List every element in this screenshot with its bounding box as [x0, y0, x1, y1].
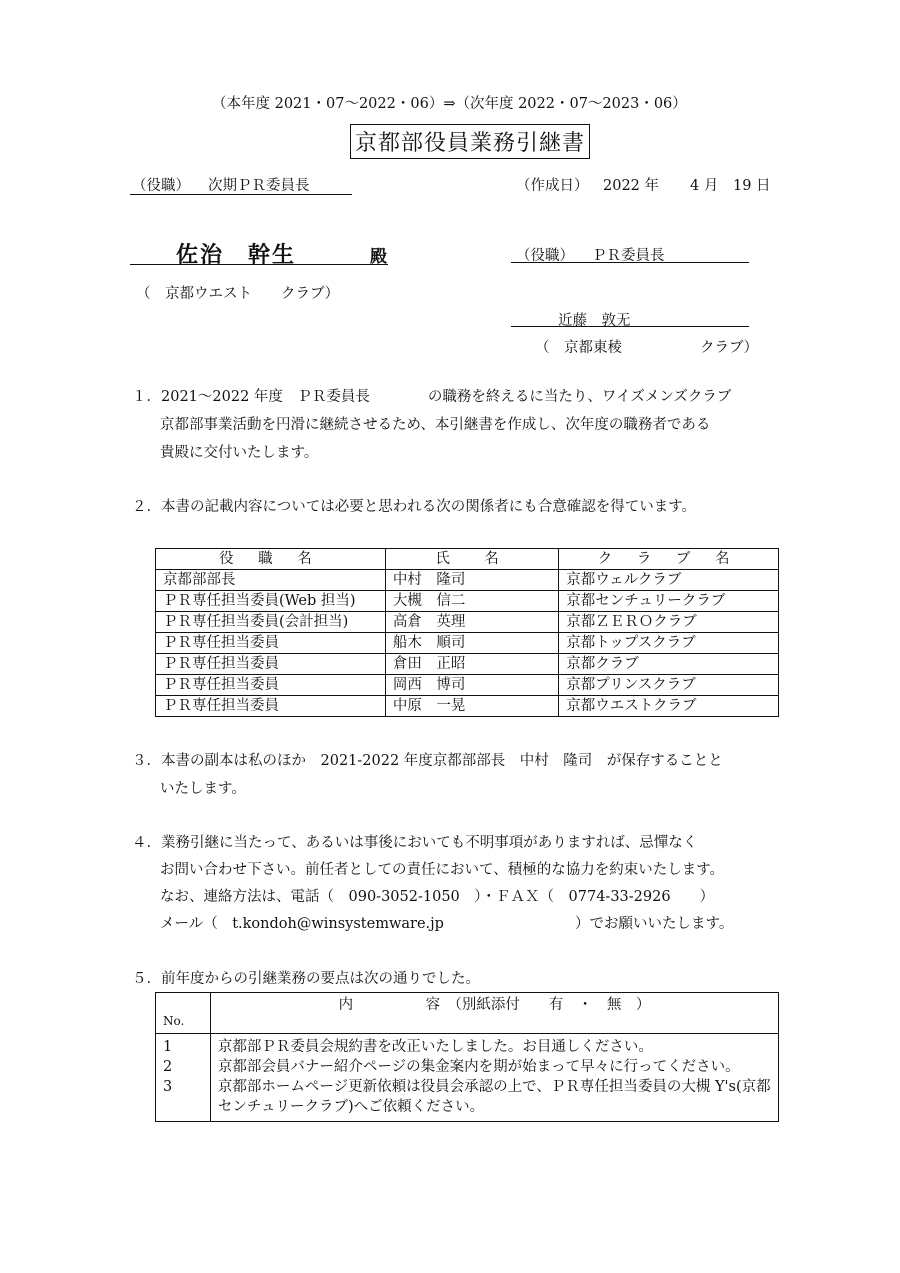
- cell-name: 高倉 英理: [385, 612, 558, 633]
- table-row: [156, 1077, 779, 1122]
- cell-role: ＰＲ専任担当委員: [156, 654, 386, 675]
- row-text: 京都部ＰＲ委員会規約書を改正いたしました。お目通しください。: [210, 1034, 778, 1058]
- document-title: 京都部役員業務引継書: [350, 124, 590, 159]
- recipient-honorific: 殿: [370, 247, 387, 267]
- sender-club-suffix: クラブ）: [700, 340, 759, 356]
- section-4-line-2: お問い合わせ下さい。前任者としての責任において、積極的な協力を約束いたします。: [160, 862, 725, 878]
- row-no: 2: [156, 1057, 211, 1077]
- contacts-header-row: [156, 549, 779, 570]
- cell-role: ＰＲ専任担当委員: [156, 633, 386, 654]
- year-range: （本年度 2021・07～2022・06）⇒（次年度 2022・07～2023・06）: [212, 96, 687, 112]
- section-5-text: ５．前年度からの引継業務の要点は次の通りでした。: [132, 971, 480, 987]
- section-4-mail-end: ）でお願いいたします。: [575, 916, 734, 932]
- created-label: （作成日）: [516, 178, 589, 194]
- section-1-line-1: １．2021～2022 年度 ＰＲ委員長 の職務を終えるに当たり、ワイズメンズクラブ: [132, 389, 732, 405]
- cell-name: 船木 順司: [385, 633, 558, 654]
- table-row: [156, 612, 779, 633]
- table-row: [156, 633, 779, 654]
- sender-role-underline: [511, 262, 749, 263]
- cell-club: 京都クラブ: [559, 654, 779, 675]
- section-4-mail: メール（ t.kondoh@winsystemware.jp: [160, 916, 444, 932]
- table-row: [156, 1034, 779, 1058]
- row-no: 3: [156, 1077, 211, 1122]
- contacts-table: [155, 548, 779, 717]
- created-year: 2022 年: [603, 178, 660, 194]
- cell-club: 京都ウエストクラブ: [559, 696, 779, 717]
- cell-club: 京都プリンスクラブ: [559, 675, 779, 696]
- cell-role: 京都部部長: [156, 570, 386, 591]
- cell-club: 京都トップスクラブ: [559, 633, 779, 654]
- created-day: 19 日: [733, 178, 771, 194]
- header-club: ク ラ ブ 名: [559, 549, 779, 570]
- cell-name: 岡西 博司: [385, 675, 558, 696]
- header-name: 氏 名: [385, 549, 558, 570]
- handover-header-row: [156, 993, 779, 1034]
- recipient-underline: [130, 264, 388, 265]
- recipient-club: （ 京都ウエスト クラブ）: [136, 286, 340, 302]
- section-2-text: ２．本書の記載内容については必要と思われる次の関係者にも合意確認を得ています。: [132, 499, 697, 515]
- section-4-line-1: ４．業務引継に当たって、あるいは事後においても不明事項がありますれば、忌憚なく: [132, 835, 698, 851]
- cell-role: ＰＲ専任担当委員: [156, 675, 386, 696]
- cell-name: 中村 隆司: [385, 570, 558, 591]
- recipient-name: 佐治 幹生: [176, 242, 297, 268]
- cell-club: 京都ＺＥＲＯクラブ: [559, 612, 779, 633]
- table-row: [156, 675, 779, 696]
- table-row: [156, 696, 779, 717]
- cell-role: ＰＲ専任担当委員(Web 担当): [156, 591, 386, 612]
- sender-name: 近藤 敦无: [558, 313, 631, 329]
- row-text: 京都部会員バナー紹介ページの集金案内を期が始まって早々に行ってください。: [210, 1057, 778, 1077]
- table-row: [156, 591, 779, 612]
- cell-name: 倉田 正昭: [385, 654, 558, 675]
- header-content: 内 容 （別紙添付 有 ・ 無 ）: [210, 993, 778, 1034]
- cell-role: ＰＲ専任担当委員: [156, 696, 386, 717]
- section-1-line-3: 貴殿に交付いたします。: [160, 445, 319, 461]
- cell-name: 大槻 信二: [385, 591, 558, 612]
- created-month: 4 月: [690, 178, 719, 194]
- sender-role-label: （役職）: [516, 248, 574, 264]
- row-no: 1: [156, 1034, 211, 1058]
- table-row: [156, 570, 779, 591]
- section-4-line-3: なお、連絡方法は、電話（ 090-3052-1050 ）・ＦＡＸ（ 0774-33-2926 ）: [160, 889, 715, 905]
- section-3-line-2: いたします。: [160, 781, 246, 797]
- cell-name: 中原 一晃: [385, 696, 558, 717]
- header-role: 役 職 名: [156, 549, 386, 570]
- section-1-line-2: 京都部事業活動を円滑に継続させるため、本引継書を作成し、次年度の職務者である: [160, 417, 711, 433]
- sender-club-name: （ 京都東稜: [535, 340, 622, 356]
- cell-club: 京都センチュリークラブ: [559, 591, 779, 612]
- role-value: 次期ＰＲ委員長: [208, 178, 310, 194]
- role-underline: [130, 194, 352, 195]
- cell-club: 京都ウェルクラブ: [559, 570, 779, 591]
- section-3-line-1: ３．本書の副本は私のほか 2021-2022 年度京都部部長 中村 隆司 が保存することと: [132, 753, 723, 769]
- cell-role: ＰＲ専任担当委員(会計担当): [156, 612, 386, 633]
- table-row: [156, 654, 779, 675]
- table-row: [156, 1057, 779, 1077]
- sender-role-value: ＰＲ委員長: [592, 248, 665, 264]
- sender-name-underline: [511, 326, 749, 327]
- role-label: （役職）: [132, 178, 190, 194]
- row-text: 京都部ホームページ更新依頼は役員会承認の上で、ＰＲ専任担当委員の大槻 Y's(京都センチュリークラブ)へご依頼ください。: [210, 1077, 778, 1122]
- handover-table: [155, 992, 779, 1122]
- header-no: No.: [156, 993, 211, 1034]
